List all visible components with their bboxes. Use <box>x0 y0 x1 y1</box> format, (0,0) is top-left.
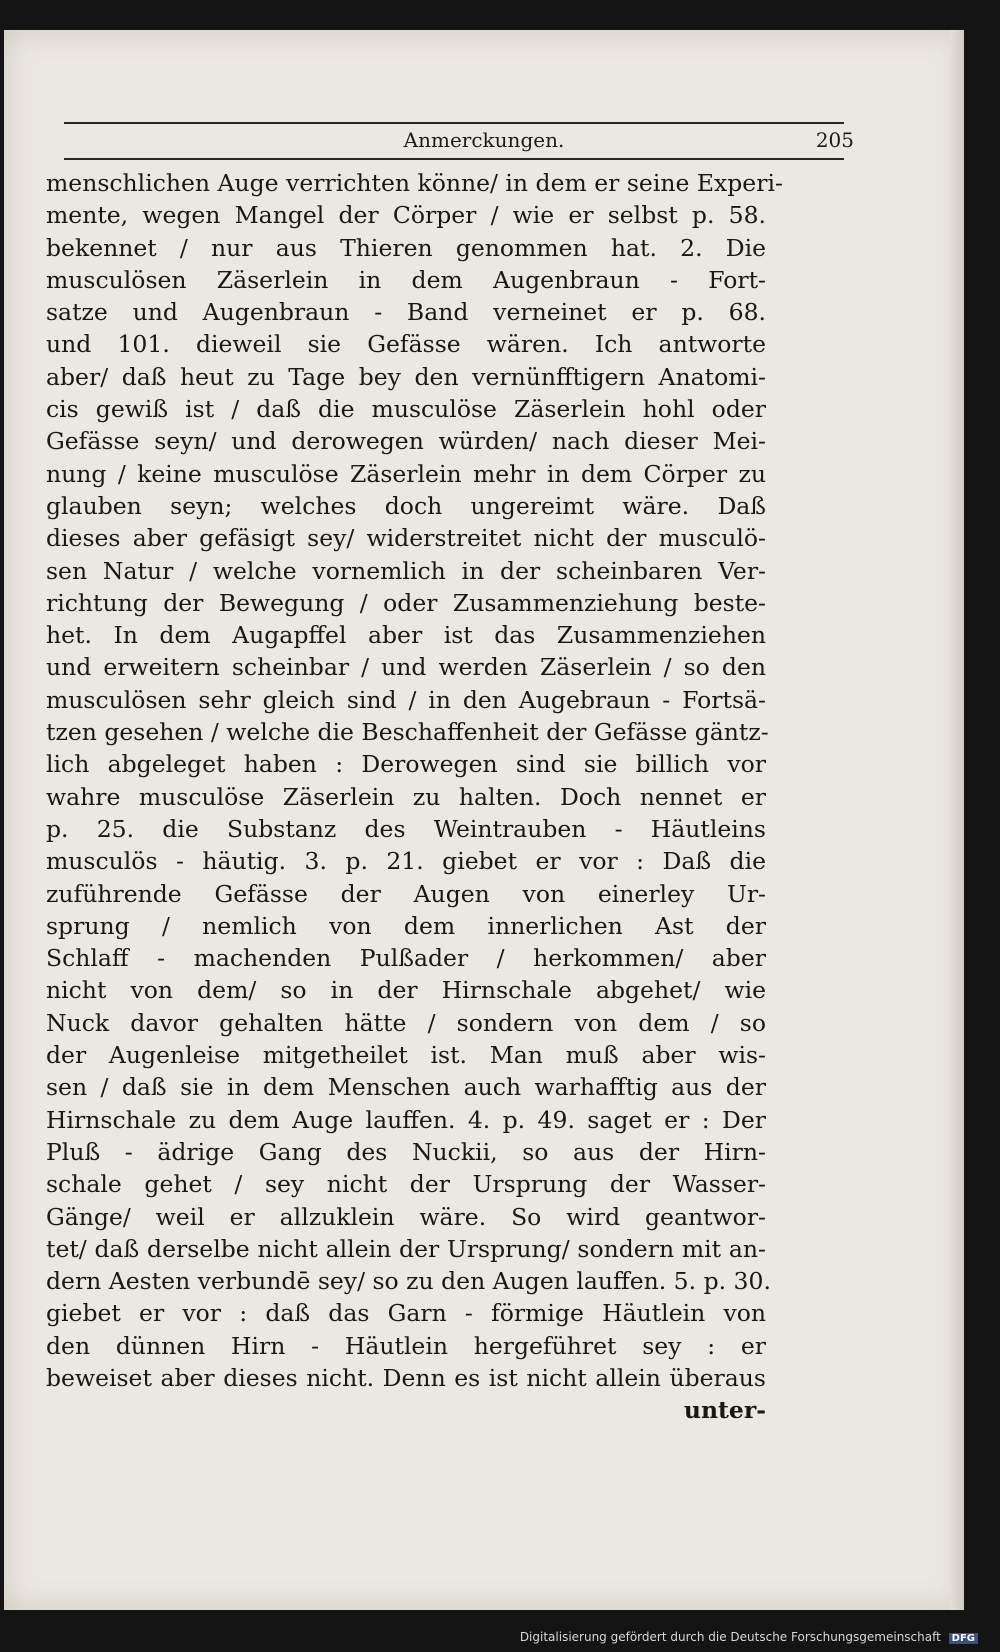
text-line: sen Natur / welche vornemlich in der scheinbaren Ver- <box>46 556 766 585</box>
text-line: bekennet / nur aus Thieren genommen hat. 2. Die <box>46 233 766 262</box>
text-line: wahre musculöse Zäserlein zu halten. Doch nennet er <box>46 782 766 811</box>
text-line: Schlaff - machenden Pulßader / herkommen/ aber <box>46 944 766 973</box>
text-line: musculösen sehr gleich sind / in den Augebraun - Fortsä- <box>46 685 766 714</box>
scanner-bottom-band <box>0 1610 1000 1652</box>
page-edge-shadow <box>950 30 964 1610</box>
text-line: giebet er vor : daß das Garn - förmige Häutlein von <box>46 1299 766 1328</box>
text-line: dern Aesten verbundē sey/ so zu den Augen lauffen. 5. p. 30. <box>46 1267 771 1296</box>
text-line: richtung der Bewegung / oder Zusammenziehung beste- <box>46 588 766 617</box>
text-line: unter- <box>683 1396 766 1425</box>
header-top-rule <box>64 122 844 124</box>
text-line: musculösen Zäserlein in dem Augenbraun - Fort- <box>46 265 766 294</box>
body-text-block <box>46 167 783 1427</box>
text-line: aber/ daß heut zu Tage bey den vernünfftigern Anatomi- <box>46 362 766 391</box>
text-line: der Augenleise mitgetheilet ist. Man muß aber wis- <box>46 1041 766 1070</box>
text-line: und 101. dieweil sie Gefässe wären. Ich antworte <box>46 330 766 359</box>
text-line: Nuck davor gehalten hätte / sondern von dem / so <box>46 1008 766 1037</box>
text-line: p. 25. die Substanz des Weintrauben - Häutleins <box>46 814 766 843</box>
text-line: und erweitern scheinbar / und werden Zäserlein / so den <box>46 653 766 682</box>
text-line: satze und Augenbraun - Band verneinet er p. 68. <box>46 298 766 327</box>
text-line: schale gehet / sey nicht der Ursprung der Wasser- <box>46 1170 766 1199</box>
page-number: 205 <box>815 128 854 152</box>
header-bottom-rule <box>64 158 844 160</box>
dfg-logo: DFG <box>949 1633 978 1644</box>
running-header-title: Anmerckungen. <box>403 128 565 152</box>
text-line: Pluß - ädrige Gang des Nuckii, so aus der Hirn- <box>46 1137 766 1166</box>
digitization-credit <box>520 1630 978 1644</box>
text-line: cis gewiß ist / daß die musculöse Zäserlein hohl oder <box>46 395 766 424</box>
text-line: dieses aber gefäsigt sey/ widerstreitet nicht der musculö- <box>46 524 766 553</box>
credit-text: Digitalisierung gefördert durch die Deutsche Forschungsgemeinschaft <box>519 1630 941 1644</box>
text-line: sen / daß sie in dem Menschen auch warhafftig aus der <box>46 1073 766 1102</box>
text-line: sprung / nemlich von dem innerlichen Ast der <box>46 911 766 940</box>
text-line: het. In dem Augapffel aber ist das Zusammenziehen <box>46 621 766 650</box>
text-line: glauben seyn; welches doch ungereimt wäre. Daß <box>46 491 766 520</box>
text-line: menschlichen Auge verrichten könne/ in dem er seine Experi- <box>46 169 783 197</box>
book-page <box>4 30 964 1610</box>
text-line: lich abgeleget haben : Derowegen sind sie billich vor <box>46 750 766 779</box>
text-line: mente, wegen Mangel der Cörper / wie er selbst p. 58. <box>46 201 766 230</box>
text-line: tet/ daß derselbe nicht allein der Ursprung/ sondern mit an- <box>46 1234 766 1263</box>
text-line: beweiset aber dieses nicht. Denn es ist nicht allein überaus <box>46 1363 766 1392</box>
text-line: Hirnschale zu dem Auge lauffen. 4. p. 49. saget er : Der <box>46 1105 766 1134</box>
text-line: Gefässe seyn/ und derowegen würden/ nach dieser Mei- <box>46 427 766 456</box>
text-line: Gänge/ weil er allzuklein wäre. So wird geantwor- <box>46 1202 766 1231</box>
text-line: nung / keine musculöse Zäserlein mehr in dem Cörper zu <box>46 459 766 488</box>
text-line: tzen gesehen / welche die Beschaffenheit der Gefässe gäntz- <box>46 718 769 747</box>
text-line: musculös - häutig. 3. p. 21. giebet er vor : Daß die <box>46 847 766 876</box>
text-line: nicht von dem/ so in der Hirnschale abgehet/ wie <box>46 976 766 1005</box>
text-line: zuführende Gefässe der Augen von einerley Ur- <box>46 879 766 908</box>
text-line: den dünnen Hirn - Häutlein hergeführet sey : er <box>46 1331 766 1360</box>
